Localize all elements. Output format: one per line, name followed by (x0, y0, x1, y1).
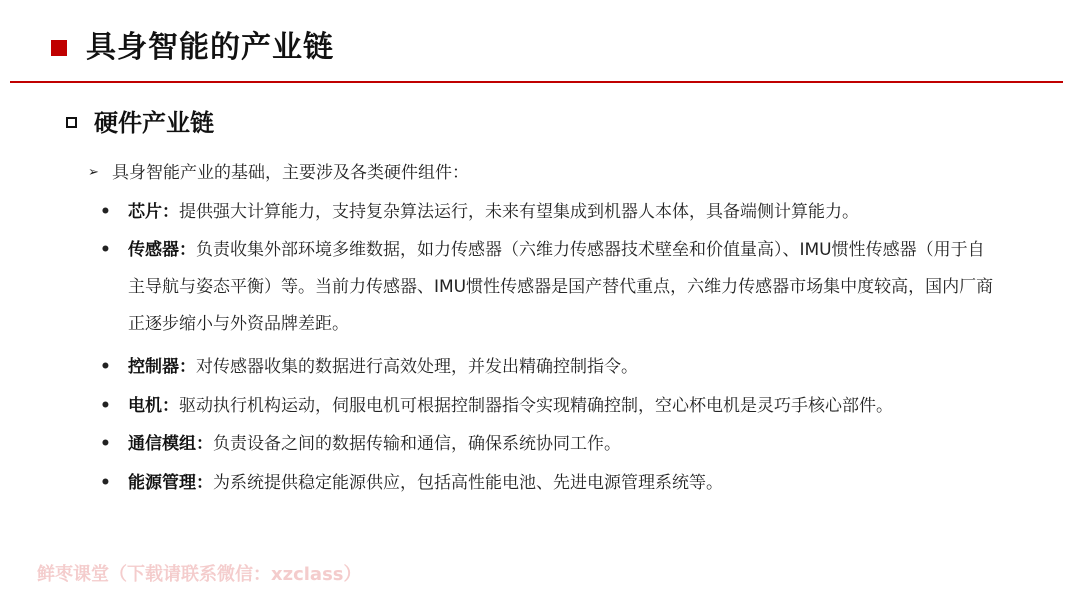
item-text: 为系统提供稳定能源供应，包括高性能电池、先进电源管理系统等。 (213, 473, 723, 493)
item-label: 电机： (128, 396, 179, 416)
title-marker (51, 40, 67, 56)
page-title: 具身智能的产业链 (86, 30, 334, 65)
item-label: 控制器： (128, 357, 196, 377)
bullet-dot-icon: • (100, 396, 111, 416)
section-title: 硬件产业链 (94, 109, 214, 137)
bullet-dot-icon: • (100, 473, 111, 493)
item-text: 驱动执行机构运动，伺服电机可根据控制器指令实现精确控制，空心杯电机是灵巧手核心部件。 (179, 396, 893, 416)
intro-text: 具身智能产业的基础，主要涉及各类硬件组件： (112, 163, 469, 183)
list-item-body (128, 426, 998, 463)
arrow-bullet-icon: ➢ (88, 165, 99, 180)
watermark: 鲜枣课堂（下载请联系微信：xzclass） (37, 564, 362, 585)
item-text: 对传感器收集的数据进行高效处理，并发出精确控制指令。 (196, 357, 638, 377)
list-item-body (128, 388, 998, 425)
list-item-body (128, 465, 998, 502)
list-item-body (128, 232, 998, 343)
bullet-dot-icon: • (100, 357, 111, 377)
item-text: 负责设备之间的数据传输和通信，确保系统协同工作。 (213, 434, 621, 454)
bullet-dot-icon: • (100, 240, 111, 260)
list-item-body (128, 194, 998, 231)
item-text: 提供强大计算能力，支持复杂算法运行，未来有望集成到机器人本体，具备端侧计算能力。 (179, 202, 859, 222)
item-label: 通信模组： (128, 434, 213, 454)
hollow-square-icon (66, 117, 77, 128)
item-label: 芯片： (128, 202, 179, 222)
item-label: 传感器： (128, 240, 196, 260)
item-text: 负责收集外部环境多维数据，如力传感器（六维力传感器技术壁垒和价值量高）、IMU惯性传感器（用于自主导航与姿态平衡）等。当前力传感器、IMU惯性传感器是国产替代重点，六维力传感器市场集中度较高，国内厂商正逐步缩小与外资品牌差距。 (128, 240, 994, 334)
bullet-dot-icon: • (100, 202, 111, 222)
list-item-body (128, 349, 998, 386)
title-divider (10, 81, 1063, 83)
bullet-dot-icon: • (100, 434, 111, 454)
item-label: 能源管理： (128, 473, 213, 493)
